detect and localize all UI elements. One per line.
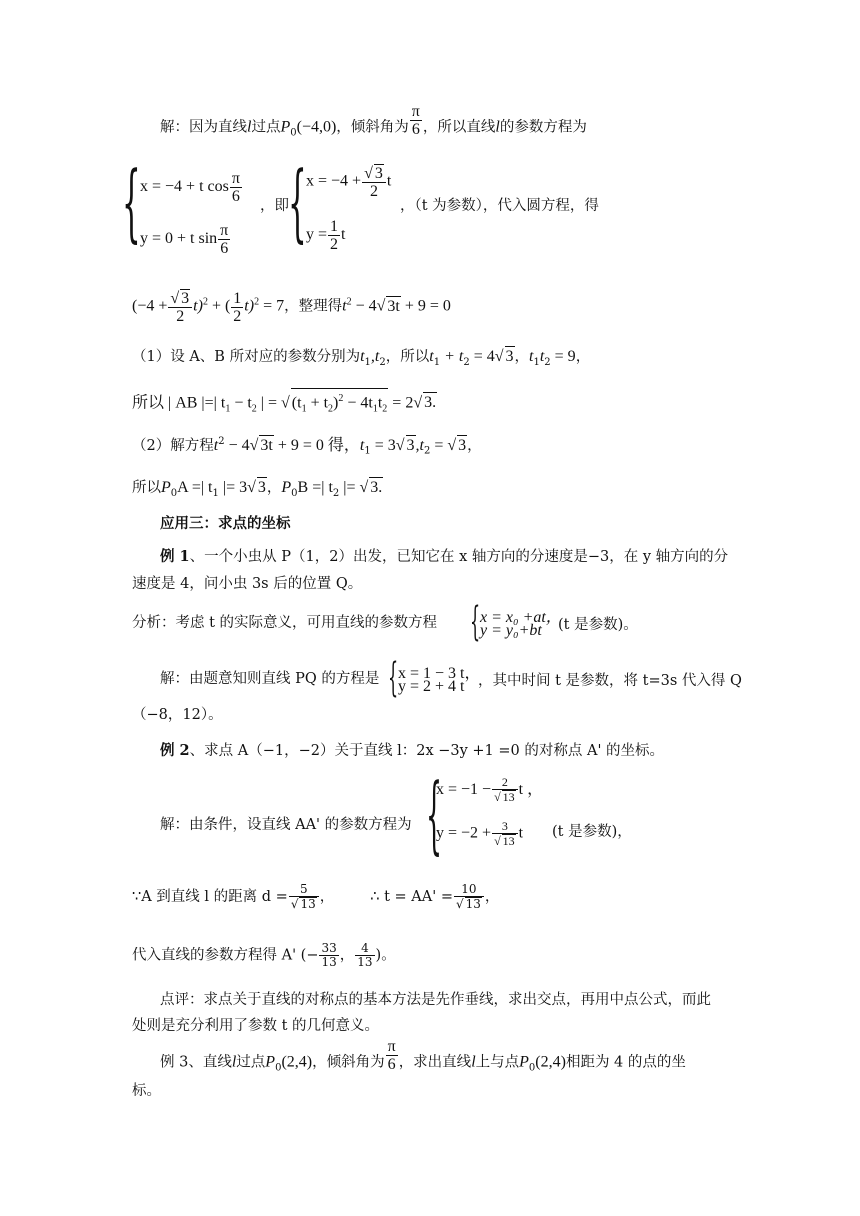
comment-line-2: 处则是充分利用了参数 t 的几何意义。: [132, 1018, 380, 1034]
result-line: 代入直线的参数方程得 A' (− $\frac{33}{13}$ ， $\frac{4}{13}$ )。: [132, 941, 396, 969]
system-row: x = x₀ +at，: [480, 609, 562, 626]
system-connector: ，即: [260, 198, 289, 214]
example-3-line-2: 标。: [132, 1083, 161, 1099]
analysis-line: 分析：考虑 t 的实际意义，可用直线的参数方程: [132, 615, 438, 631]
parametric-system-1: [122, 153, 722, 260]
example-1-line-2: 速度是 4，问小虫 3s 后的位置 Q。: [132, 576, 363, 592]
system-row: x = 1 − 3 t，: [398, 665, 481, 682]
system-row: y = 0 + t sin $\frac{\pi}{6}$: [140, 222, 229, 257]
left-brace: {: [388, 655, 399, 701]
left-brace: {: [288, 153, 307, 251]
left-brace: {: [122, 153, 141, 251]
system-row: x = −4 + $\frac{√ 3}{2}$ t: [306, 165, 392, 200]
comment-line-1: 点评：求点关于直线的对称点的基本方法是先作垂线，求出交点，再用中点公式，而此: [160, 992, 711, 1008]
system-tail: (t 是参数)，: [552, 824, 632, 840]
example-2-line: 例 2、求点 A（−1，−2）关于直线 l：2x −3y +1 =0 的对称点 A' 的坐标。: [160, 742, 665, 759]
part2-line: （2）解方程$t^2 - 4√$ 3t + 9 = 0 得，$t_1 = 3√$ $3,t_2$ = √ 3，: [132, 436, 482, 457]
left-brace: {: [426, 765, 443, 863]
p0a-p0b-line: 所以$P_0A$ =| $t_1$ |= 3√ 3，$P_0B$ =| $t_2$ |= √ 3.: [132, 479, 383, 499]
system-row: y = y₀+bt: [480, 622, 542, 639]
ab-length-line: 所以 | AB |=| $t_1 - t_2$ | = √ $(t_1 + t_2)^2 - 4t_1t_2 = 2√$ 3.: [132, 388, 437, 420]
example-3-line-1: 例 3、直线l过点$P_0(2,4)$，倾斜角为 $\frac{\pi}{6}$ ，求出直线l上与点$P_0(2,4)$相距为 4 的点的坐: [160, 1038, 686, 1074]
system-row: y = −2 + $\frac{3}{√ 13}$ t: [436, 819, 524, 848]
solution-2-system: [426, 765, 726, 863]
solution-2-line: 解：由条件，设直线 AA' 的参数方程为: [160, 817, 412, 833]
solution-1-system: [388, 655, 788, 701]
distance-line: ∵A 到直线 l 的距离 d = $\frac{5}{√ 13}$ ， ∴ t = AA' = $\frac{10}{√ 13}$ ，: [132, 882, 500, 911]
system-tail: (t 是参数)。: [558, 617, 638, 633]
analysis-system: [470, 599, 690, 645]
system-row: y = $\frac{1}{2}$ t: [306, 218, 346, 253]
system-row: x = −4 + t cos $\frac{\pi}{6}$: [140, 170, 240, 205]
system-row: x = −1 − $\frac{2}{√ 13}$ t ，: [436, 775, 544, 805]
system-row: y = 2 + 4 t: [398, 678, 465, 695]
system-tail: ，（t 为参数），代入圆方程，得: [400, 198, 599, 214]
solution-1-line: 解：由题意知则直线 PQ 的方程是: [160, 671, 380, 687]
solution-intro-line: 解：因为直线l过点$P_0(-4,0)$，倾斜角为 $\frac{\pi}{6}$ ，所以直线l的参数方程为: [160, 103, 587, 139]
system-tail: ，其中时间 t 是参数，将 t=3s 代入得 Q: [478, 673, 742, 689]
solution-1-result: （−8，12）。: [132, 707, 223, 723]
section-heading: 应用三：求点的坐标: [160, 515, 291, 532]
part1-line: （1）设 A、B 所对应的参数分别为$t_1,t_2$，所以$t_1 + t_2 = 4√$ 3，$t_1t_2 = 9$，: [132, 348, 591, 368]
substituted-equation: (−4 + $\frac{√ 3}{2}$ t)$^2$ + ( $\frac{1}{2}$ t)$^2$ = 7，整理得$t^2 - 4√$ 3t + 9 = 0: [132, 289, 451, 325]
left-brace: {: [470, 599, 481, 645]
example-1-line-1: 例 1、一个小虫从 P（1，2）出发，已知它在 x 轴方向的分速度是−3，在 y 轴方向的分: [160, 548, 729, 565]
